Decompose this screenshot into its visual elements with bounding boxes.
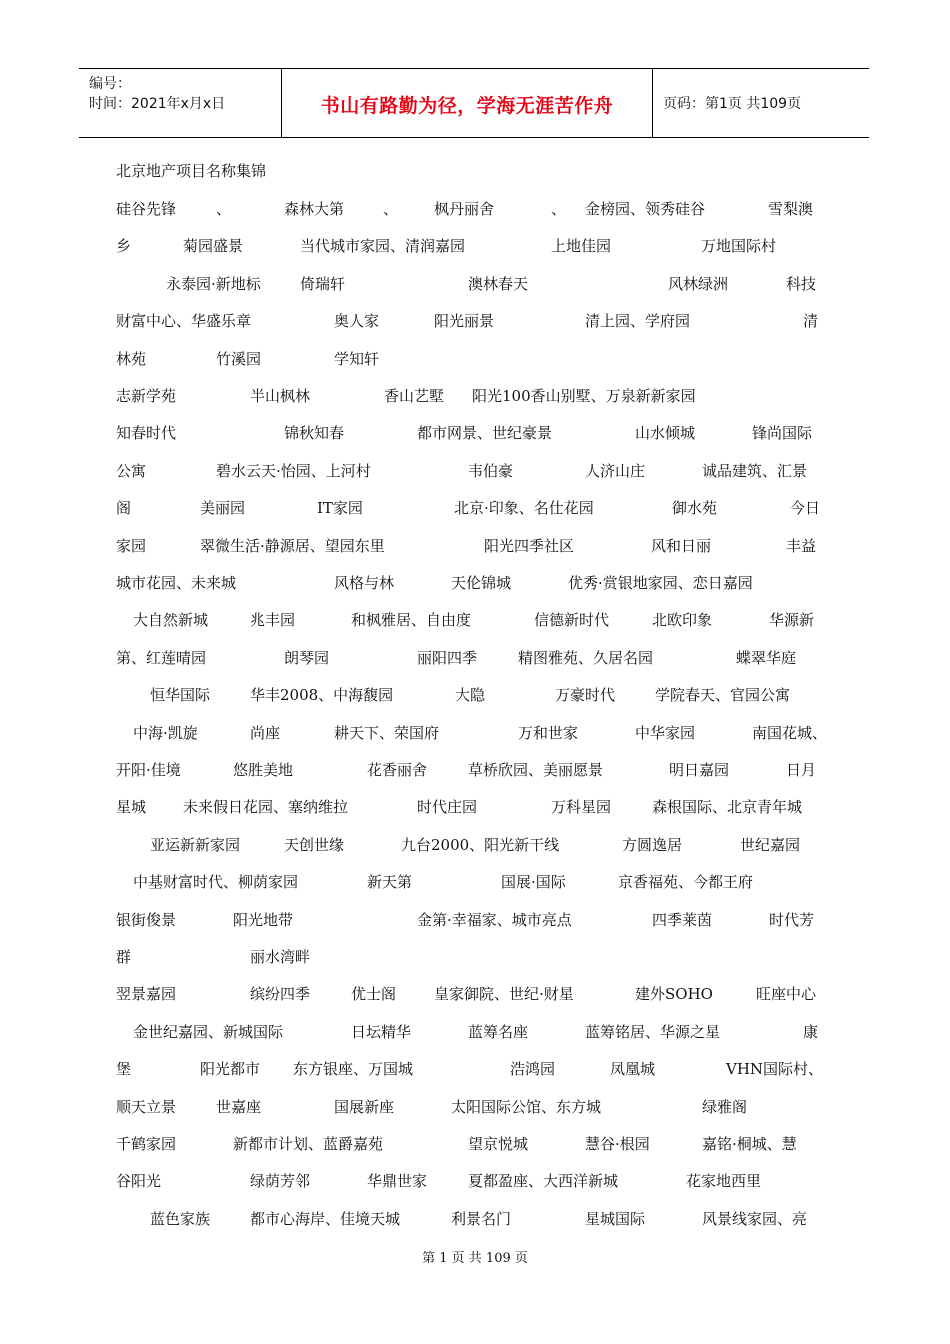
project-name: 九台2000、阳光新干线: [401, 835, 560, 854]
project-name: 世嘉座: [216, 1097, 262, 1116]
header-page-cell: [653, 69, 869, 137]
project-name: VHN国际村、: [726, 1060, 824, 1079]
project-name: 城市花园、未来城: [116, 574, 237, 592]
project-name: 知春时代: [116, 424, 177, 443]
project-name: 世纪嘉园: [740, 835, 801, 854]
project-name: 星城: [116, 798, 147, 817]
project-name: 悠胜美地: [233, 761, 294, 779]
project-name: 翠微生活·静源居、望园东里: [200, 536, 385, 555]
project-name: 千鹤家园: [116, 1135, 177, 1153]
page-code: 页码：第1页 共109页: [663, 96, 802, 112]
project-name: 信德新时代: [534, 611, 610, 630]
body-line: [0, 1058, 950, 1082]
project-name: 天伦锦城: [451, 574, 512, 592]
body-line: [0, 759, 950, 783]
project-name: 清: [803, 312, 819, 331]
project-name: 时代芳: [769, 910, 815, 929]
project-name: 阳光四季社区: [484, 536, 575, 555]
project-name: 雪梨澳: [768, 200, 814, 218]
body-line: [0, 722, 950, 746]
project-name: 阳光地带: [233, 910, 294, 929]
project-name: 阳光丽景: [434, 312, 495, 331]
project-name: 恒华国际: [150, 686, 211, 705]
project-name: 金榜园、领秀硅谷: [585, 200, 706, 218]
body-line: [0, 273, 950, 297]
project-name: 未来假日花园、塞纳维拉: [183, 798, 349, 817]
project-name: 明日嘉园: [669, 761, 730, 779]
project-name: 凤凰城: [610, 1060, 656, 1079]
project-name: 上地佳园: [551, 237, 612, 256]
project-name: 翌景嘉园: [116, 985, 177, 1004]
project-name: 国展新座: [334, 1097, 395, 1116]
project-name: 方圆逸居: [622, 835, 683, 854]
body-line: [0, 535, 950, 559]
project-name: 香山艺墅: [384, 387, 445, 405]
project-name: 学院春天、官园公寓: [655, 686, 791, 705]
project-name: 半山枫林: [250, 387, 311, 405]
project-name: 林苑: [116, 349, 147, 368]
project-name: 菊园盛景: [183, 237, 244, 256]
project-name: 日坛精华: [351, 1022, 412, 1041]
project-name: 耕天下、荣国府: [334, 723, 440, 742]
project-name: 开阳·佳境: [116, 761, 181, 779]
project-name: 华鼎世家: [367, 1172, 428, 1191]
project-name: 蝶翠华庭: [736, 648, 797, 667]
body-line: [0, 1208, 950, 1232]
project-name: 草桥欣园、美丽愿景: [468, 761, 604, 779]
project-name: 、: [551, 200, 567, 218]
body-line: [0, 684, 950, 708]
body-line: [0, 1170, 950, 1194]
project-name: 永泰园·新地标: [166, 274, 261, 293]
number-label: 编号：: [89, 76, 131, 92]
project-name: 缤纷四季: [250, 985, 311, 1004]
project-name: 京香福苑、今都王府: [618, 873, 754, 892]
project-name: 蓝筹名座: [468, 1022, 529, 1041]
project-name: 锦秋知春: [284, 424, 345, 443]
project-name: 人济山庄: [585, 461, 646, 480]
project-name: 第、红莲晴园: [116, 648, 207, 667]
project-name: 万科星园: [551, 798, 612, 817]
page-header: [79, 68, 869, 138]
project-name: 北京·印象、名仕花园: [454, 499, 594, 518]
project-name: 银街俊景: [116, 910, 177, 929]
body-line: [0, 348, 950, 372]
project-name: 金第·幸福家、城市亮点: [417, 910, 572, 929]
project-name: 旺座中心: [756, 985, 817, 1004]
body-line: [0, 198, 950, 222]
project-name: 新都市计划、蓝爵嘉苑: [233, 1135, 384, 1153]
project-name: 星城国际: [585, 1209, 646, 1228]
project-name: 、: [383, 200, 399, 218]
project-name: 嘉铭·桐城、慧: [702, 1135, 797, 1153]
project-name: 奥人家: [334, 312, 380, 331]
project-name: 大隐: [455, 686, 486, 705]
project-name: 万豪时代: [555, 686, 616, 705]
project-name: 和枫雅居、自由度: [351, 611, 472, 630]
body-line: [0, 1133, 950, 1157]
project-name: 皇家御院、世纪·财星: [434, 985, 574, 1004]
project-name: 优士阁: [351, 985, 397, 1004]
project-name: 太阳国际公馆、东方城: [451, 1097, 602, 1116]
project-name: 金世纪嘉园、新城国际: [133, 1022, 284, 1041]
project-name: 蓝筹铭居、华源之星: [585, 1022, 721, 1041]
project-name: 天创世缘: [284, 835, 345, 854]
body-line: [0, 235, 950, 259]
project-name: 阳光都市: [200, 1060, 261, 1079]
header-meta-cell: [79, 69, 282, 137]
project-name: 山水倾城: [635, 424, 696, 443]
body-line: [0, 422, 950, 446]
project-name: 优秀·赏银地家园、恋日嘉园: [568, 574, 753, 592]
project-name: 学知轩: [334, 349, 380, 368]
project-name: 公寓: [116, 461, 147, 480]
project-name: 绿荫芳邻: [250, 1172, 311, 1191]
project-name: 四季莱茵: [652, 910, 713, 929]
project-name: 乡: [116, 237, 132, 256]
project-name: 万地国际村: [701, 237, 777, 256]
project-name: 中海·凯旋: [133, 723, 198, 742]
project-name: 澳林春天: [468, 274, 529, 293]
project-name: 中华家园: [635, 723, 696, 742]
project-name: 花香丽舍: [367, 761, 428, 779]
project-name: 都市心海岸、佳境天城: [250, 1209, 401, 1228]
project-name: 枫丹丽舍: [434, 200, 495, 218]
time-label: 时间：2021年x月x日: [89, 96, 226, 112]
project-name: 家园: [116, 536, 147, 555]
project-name: 、: [216, 200, 232, 218]
project-name: 北欧印象: [652, 611, 713, 630]
project-name: 倚瑞轩: [300, 274, 346, 293]
document-title: 北京地产项目名称集锦: [116, 162, 267, 180]
project-name: 望京悦城: [468, 1135, 529, 1153]
project-name: 华源新: [769, 611, 815, 630]
project-name: 风林绿洲: [668, 274, 729, 293]
project-name: 建外SOHO: [635, 985, 713, 1004]
project-name: 亚运新新家园: [150, 835, 241, 854]
project-name: 风格与林: [334, 574, 395, 592]
project-name: 时代庄园: [417, 798, 478, 817]
project-name: 风和日丽: [651, 536, 712, 555]
project-name: 华丰2008、中海馥园: [250, 686, 394, 705]
body-line: [0, 871, 950, 895]
project-name: 尚座: [250, 723, 281, 742]
project-name: 志新学苑: [116, 387, 177, 405]
project-name: 风景线家园、亮: [702, 1209, 808, 1228]
project-name: 森根国际、北京青年城: [652, 798, 803, 817]
project-name: 康: [803, 1022, 819, 1041]
project-name: 阁: [116, 499, 132, 518]
project-name: 日月: [786, 761, 817, 779]
body-line: [0, 946, 950, 970]
project-name: 财富中心、华盛乐章: [116, 312, 252, 331]
project-name: IT家园: [317, 499, 363, 518]
project-name: 东方银座、万国城: [293, 1060, 414, 1079]
project-name: 硅谷先锋: [116, 200, 177, 218]
project-name: 绿雅阁: [702, 1097, 748, 1116]
project-name: 利景名门: [451, 1209, 512, 1228]
project-name: 中基财富时代、柳荫家园: [133, 873, 299, 892]
header-motto-cell: [282, 69, 653, 137]
project-name: 锋尚国际: [752, 424, 813, 443]
project-name: 诚品建筑、汇景: [702, 461, 808, 480]
project-name: 蓝色家族: [150, 1209, 211, 1228]
project-name: 夏都盈座、大西洋新城: [468, 1172, 619, 1191]
body-line: [0, 834, 950, 858]
project-name: 堡: [116, 1060, 132, 1079]
project-name: 国展·国际: [501, 873, 566, 892]
project-name: 阳光100香山别墅、万泉新新家园: [472, 387, 696, 405]
project-name: 新天第: [367, 873, 413, 892]
body-line: [0, 310, 950, 334]
page-footer: 第 1 页 共 109 页: [422, 1251, 528, 1266]
project-name: 森林大第: [284, 200, 345, 218]
project-name: 群: [116, 948, 132, 966]
project-name: 谷阳光: [116, 1172, 162, 1191]
project-name: 都市网景、世纪豪景: [417, 424, 553, 443]
body-line: [0, 796, 950, 820]
project-name: 花家地西里: [686, 1172, 762, 1191]
project-name: 万和世家: [518, 723, 579, 742]
body-line: [0, 1096, 950, 1120]
project-name: 顺天立景: [116, 1097, 177, 1116]
project-name: 朗琴园: [284, 648, 330, 667]
body-line: [0, 572, 950, 596]
body-line: [0, 497, 950, 521]
project-name: 竹溪园: [216, 349, 262, 368]
project-name: 清上园、学府园: [585, 312, 691, 331]
project-name: 碧水云天·怡园、上河村: [216, 461, 371, 480]
body-line: [0, 460, 950, 484]
project-name: 科技: [786, 274, 817, 293]
project-name: 当代城市家园、清润嘉园: [300, 237, 466, 256]
body-line: [0, 983, 950, 1007]
project-name: 丰益: [786, 536, 817, 555]
project-name: 韦伯豪: [468, 461, 514, 480]
project-name: 丽阳四季: [417, 648, 478, 667]
project-name: 御水苑: [672, 499, 718, 518]
body-line: [0, 1021, 950, 1045]
project-name: 精图雅苑、久居名园: [518, 648, 654, 667]
motto: 书山有路勤为径，学海无涯苦作舟: [320, 95, 614, 117]
body-line: [0, 909, 950, 933]
project-name: 大自然新城: [133, 611, 209, 630]
body-line: [0, 609, 950, 633]
project-name: 兆丰园: [250, 611, 296, 630]
project-name: 慧谷·根园: [585, 1135, 650, 1153]
project-name: 美丽园: [200, 499, 246, 518]
project-name: 今日: [790, 499, 821, 518]
project-name: 南国花城、: [752, 723, 828, 742]
project-name: 浩鸿园: [510, 1060, 556, 1079]
project-name: 丽水湾畔: [250, 948, 311, 966]
body-line: [0, 385, 950, 409]
body-line: [0, 647, 950, 671]
